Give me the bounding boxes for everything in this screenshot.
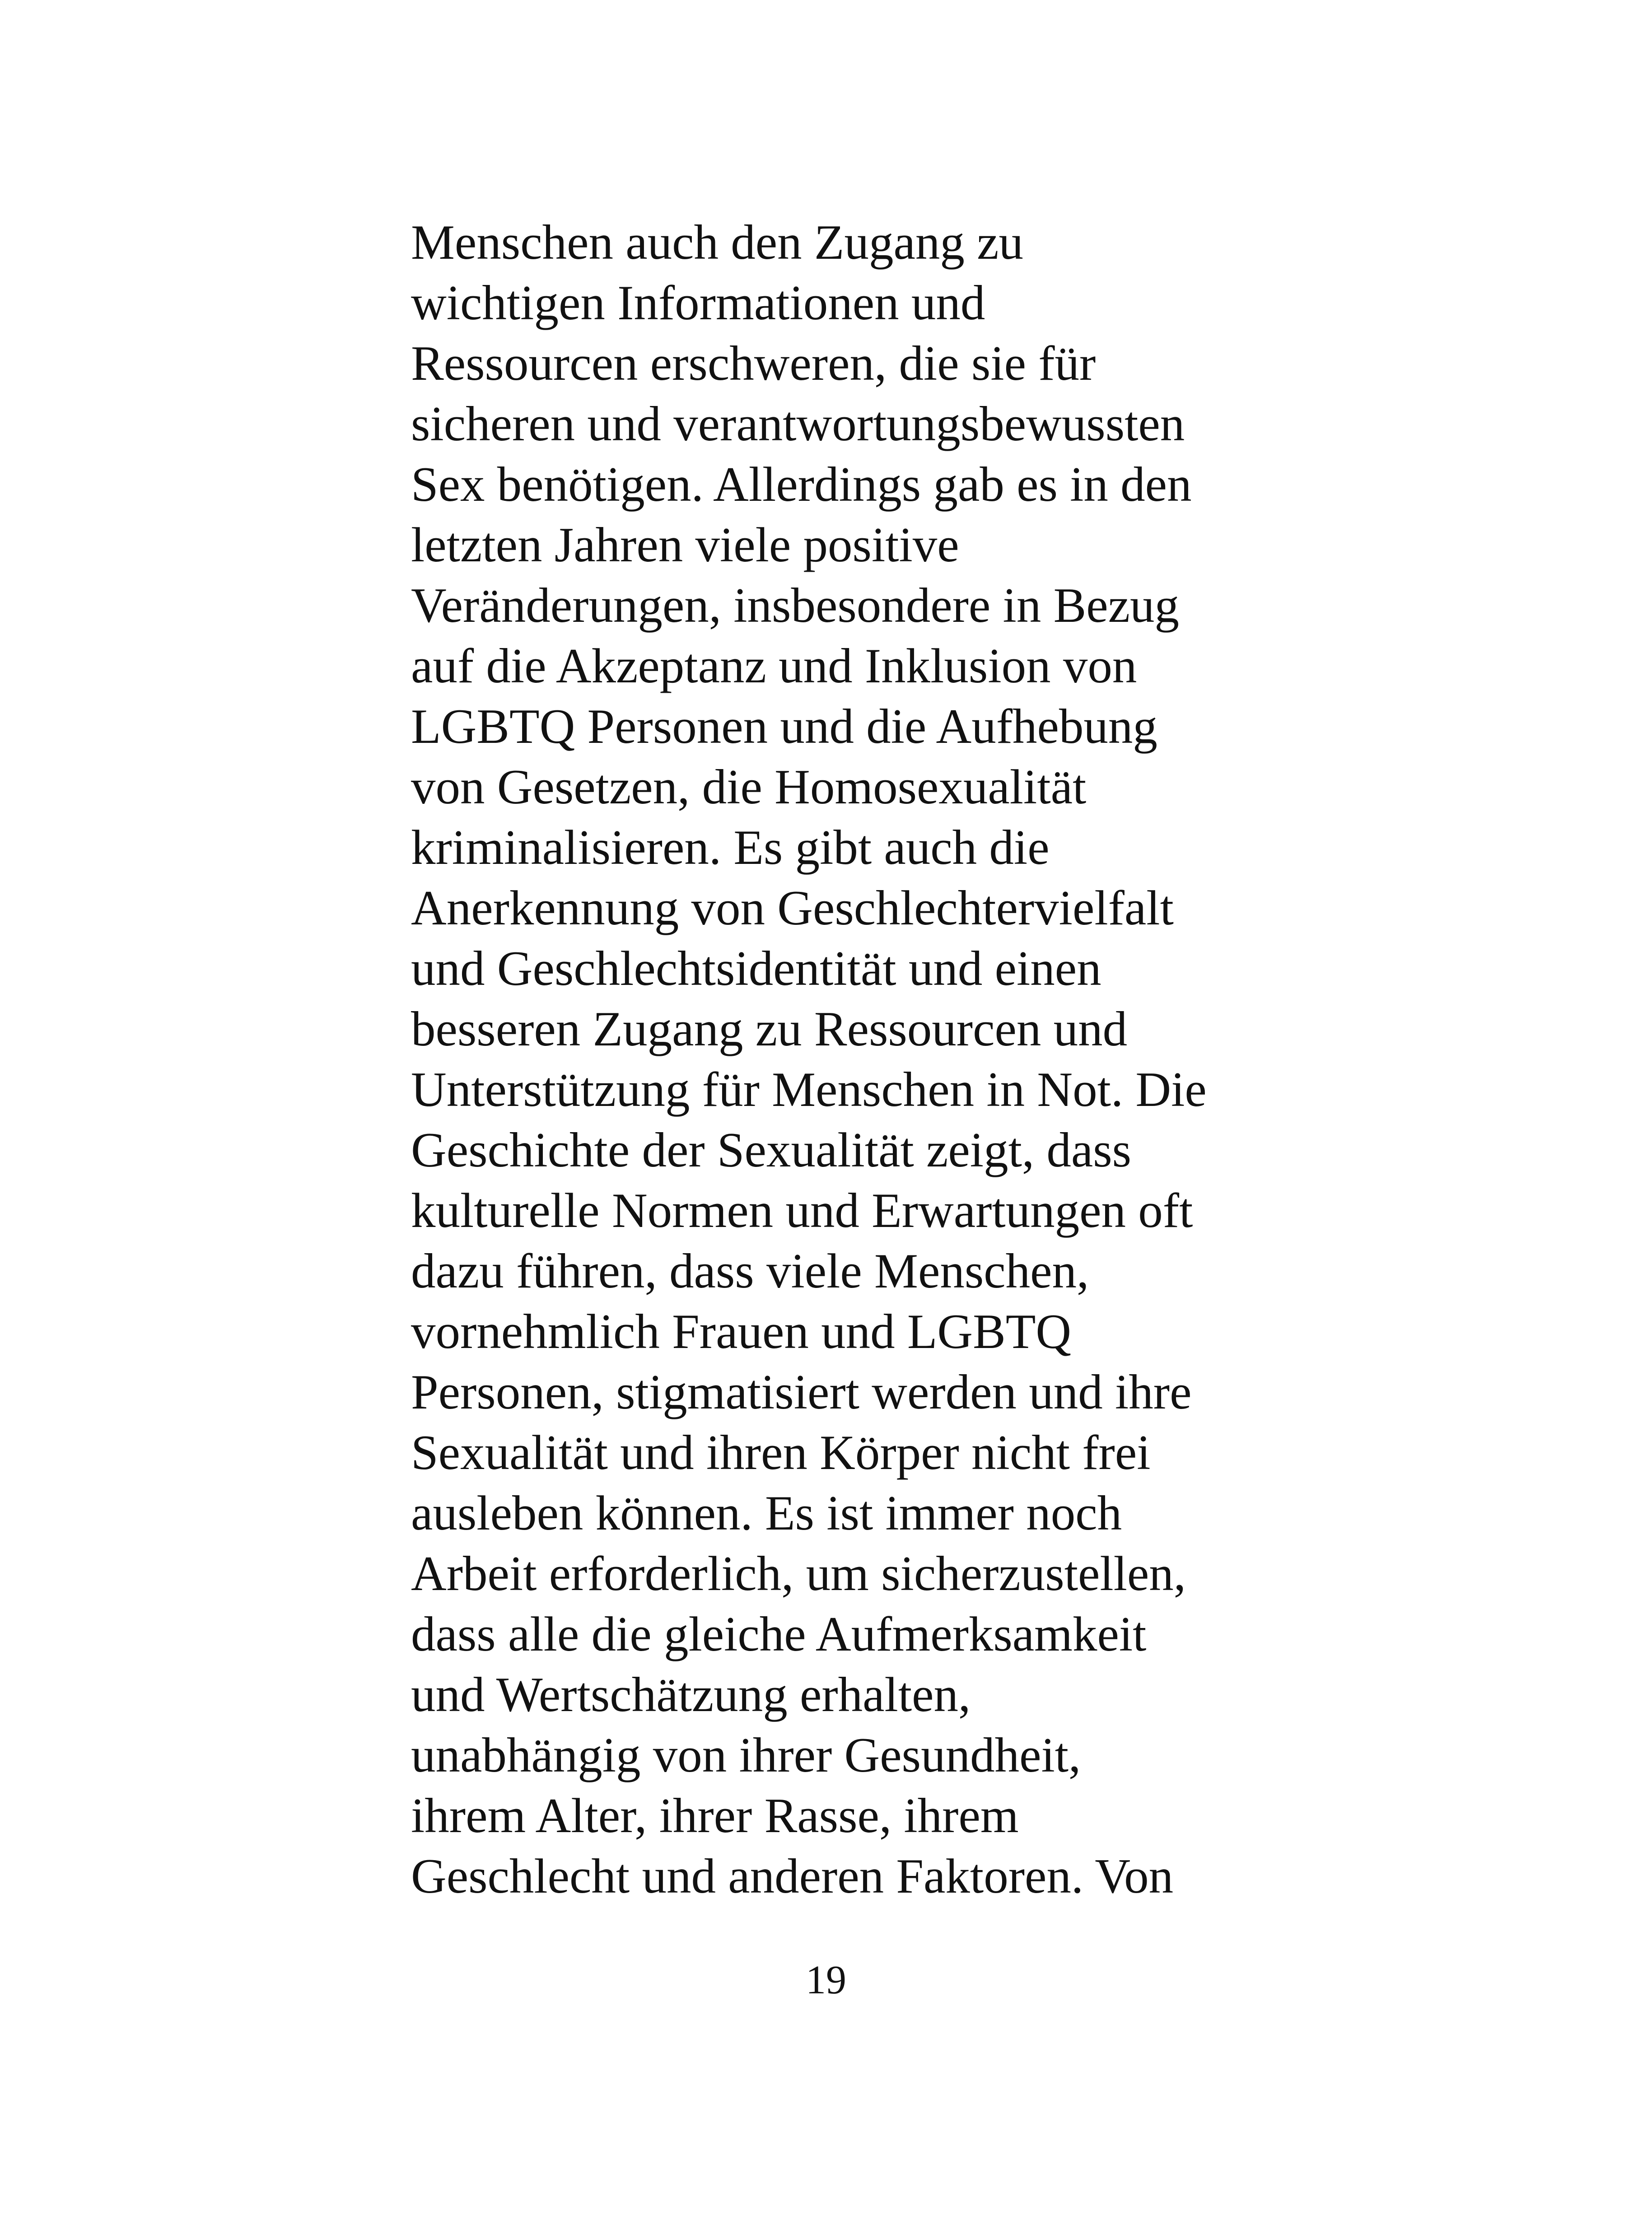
text-line: unabhängig von ihrer Gesundheit, [411, 1728, 1081, 1782]
text-line: letzten Jahren viele positive [411, 518, 959, 572]
text-line: Personen, stigmatisiert werden und ihre [411, 1365, 1192, 1419]
text-line: kulturelle Normen und Erwartungen oft [411, 1183, 1193, 1238]
text-line: Sex benötigen. Allerdings gab es in den [411, 457, 1192, 512]
text-line: Ressourcen erschweren, die sie für [411, 336, 1096, 391]
text-line: dazu führen, dass viele Menschen, [411, 1244, 1089, 1298]
text-line: Arbeit erforderlich, um sicherzustellen, [411, 1546, 1186, 1601]
text-line: LGBTQ Personen und die Aufhebung [411, 699, 1157, 754]
text-line: von Gesetzen, die Homosexualität [411, 760, 1087, 814]
page-number: 19 [806, 1958, 846, 2002]
text-line: ausleben können. Es ist immer noch [411, 1486, 1122, 1540]
text-line: Unterstützung für Menschen in Not. Die [411, 1062, 1207, 1117]
text-line: und Geschlechtsidentität und einen [411, 941, 1101, 996]
text-line: besseren Zugang zu Ressourcen und [411, 1002, 1128, 1056]
text-line: Menschen auch den Zugang zu [411, 215, 1023, 270]
text-line: wichtigen Informationen und [411, 275, 985, 330]
text-line: dass alle die gleiche Aufmerksamkeit [411, 1607, 1147, 1661]
text-line: auf die Akzeptanz und Inklusion von [411, 639, 1137, 693]
text-line: sicheren und verantwortungsbewussten [411, 396, 1185, 451]
text-line: Sexualität und ihren Körper nicht frei [411, 1425, 1151, 1480]
text-line: und Wertschätzung erhalten, [411, 1667, 971, 1722]
text-line: ihrem Alter, ihrer Rasse, ihrem [411, 1788, 1019, 1843]
text-line: vornehmlich Frauen und LGBTQ [411, 1304, 1072, 1359]
body-text [411, 212, 1314, 1907]
text-line: Geschichte der Sexualität zeigt, dass [411, 1123, 1132, 1177]
text-line: Veränderungen, insbesondere in Bezug [411, 578, 1180, 633]
text-line: Geschlecht und anderen Faktoren. Von [411, 1849, 1174, 1903]
text-line: kriminalisieren. Es gibt auch die [411, 820, 1050, 875]
text-line: Anerkennung von Geschlechtervielfalt [411, 881, 1174, 935]
